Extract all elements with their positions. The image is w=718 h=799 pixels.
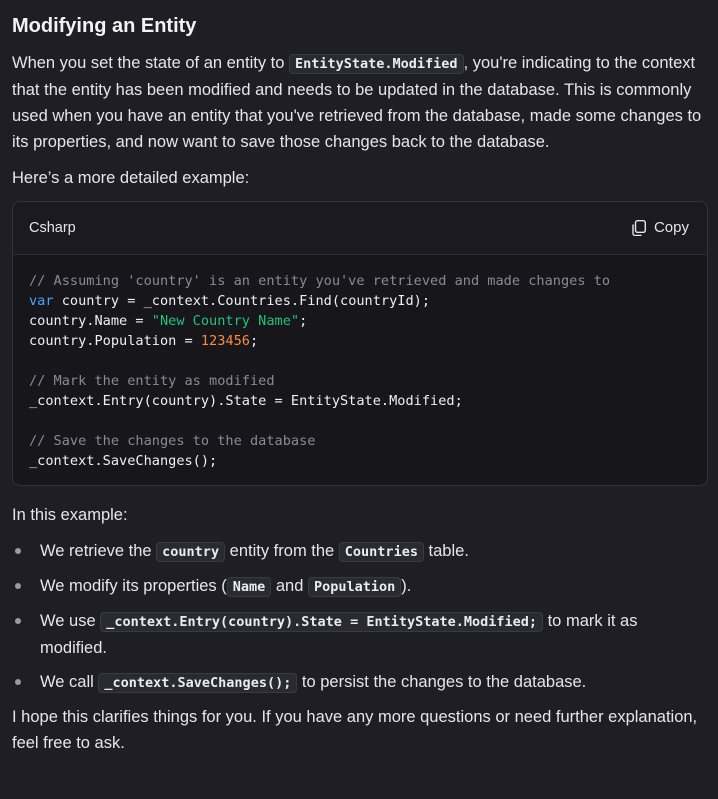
code-comment: // Mark the entity as modified [29,373,275,389]
code-comment: // Assuming 'country' is an entity you've retrieved and made changes to [29,273,611,289]
list-item [12,538,706,565]
inline-code: _context.SaveChanges(); [98,673,297,693]
bullet-list [12,538,706,696]
bullet-icon [15,583,21,589]
bullet-icon [15,548,21,554]
list-item-text: We modify its properties ( [40,577,227,595]
bullet-icon [15,679,21,685]
code-text: country.Population = [29,333,201,349]
intro-paragraph [12,50,706,155]
intro-text-start: When you set the state of an entity to [12,54,289,72]
list-intro: In this example: [12,506,128,524]
inline-code: Name [227,577,272,597]
list-item [12,608,706,661]
list-item-text: and [271,577,308,595]
code-keyword: var [29,293,54,309]
code-content [13,255,707,485]
code-comment: // Save the changes to the database [29,433,316,449]
inline-code: Population [308,577,401,597]
code-text: ; [249,333,259,349]
list-item [12,669,706,696]
example-intro: Here’s a more detailed example: [12,169,250,187]
closing-paragraph: I hope this clarifies things for you. If you have any more questions or need further explanation, feel free to ask. [12,708,698,752]
code-text: _context.SaveChanges(); [29,453,218,469]
copy-button[interactable] [632,215,689,241]
list-item [12,573,706,600]
code-text: country = _context.Countries.Find(countryId); [53,293,431,309]
list-item-text: to persist the changes to the database. [297,673,587,691]
list-item-text: We use [40,612,101,630]
code-block [12,201,708,486]
code-text: _context.Entry(country).State = EntityState.Modified; [29,393,463,409]
code-string: "New Country Name" [151,313,300,329]
inline-code: country [156,542,225,562]
copy-icon [632,220,646,236]
copy-label: Copy [653,219,689,236]
inline-code: _context.Entry(country).State = EntityState.Modified; [100,612,543,632]
code-block-header [13,202,707,255]
section-heading: Modifying an Entity [12,15,197,37]
code-text: ; [299,313,308,329]
code-text: country.Name = [29,313,152,329]
list-item-text: to mark it as modified. [40,612,638,657]
list-item-text: We retrieve the [40,542,157,560]
inline-code-entitystate: EntityState.Modified [289,54,464,74]
bullet-icon [15,618,21,624]
intro-text-end: , you're indicating to the context that the entity has been modified and needs to be updated in the database. This is commonly used when you have an entity that you've retrieved from the database, made some changes to its properties, and now want to save those changes back to the database. [12,54,702,151]
list-item-text: ). [401,577,412,595]
code-language-label: Csharp [29,220,76,236]
inline-code: Countries [339,542,424,562]
code-number: 123456 [200,333,250,349]
list-item-text: We call [40,673,99,691]
list-item-text: entity from the [225,542,339,560]
list-item-text: table. [423,542,469,560]
